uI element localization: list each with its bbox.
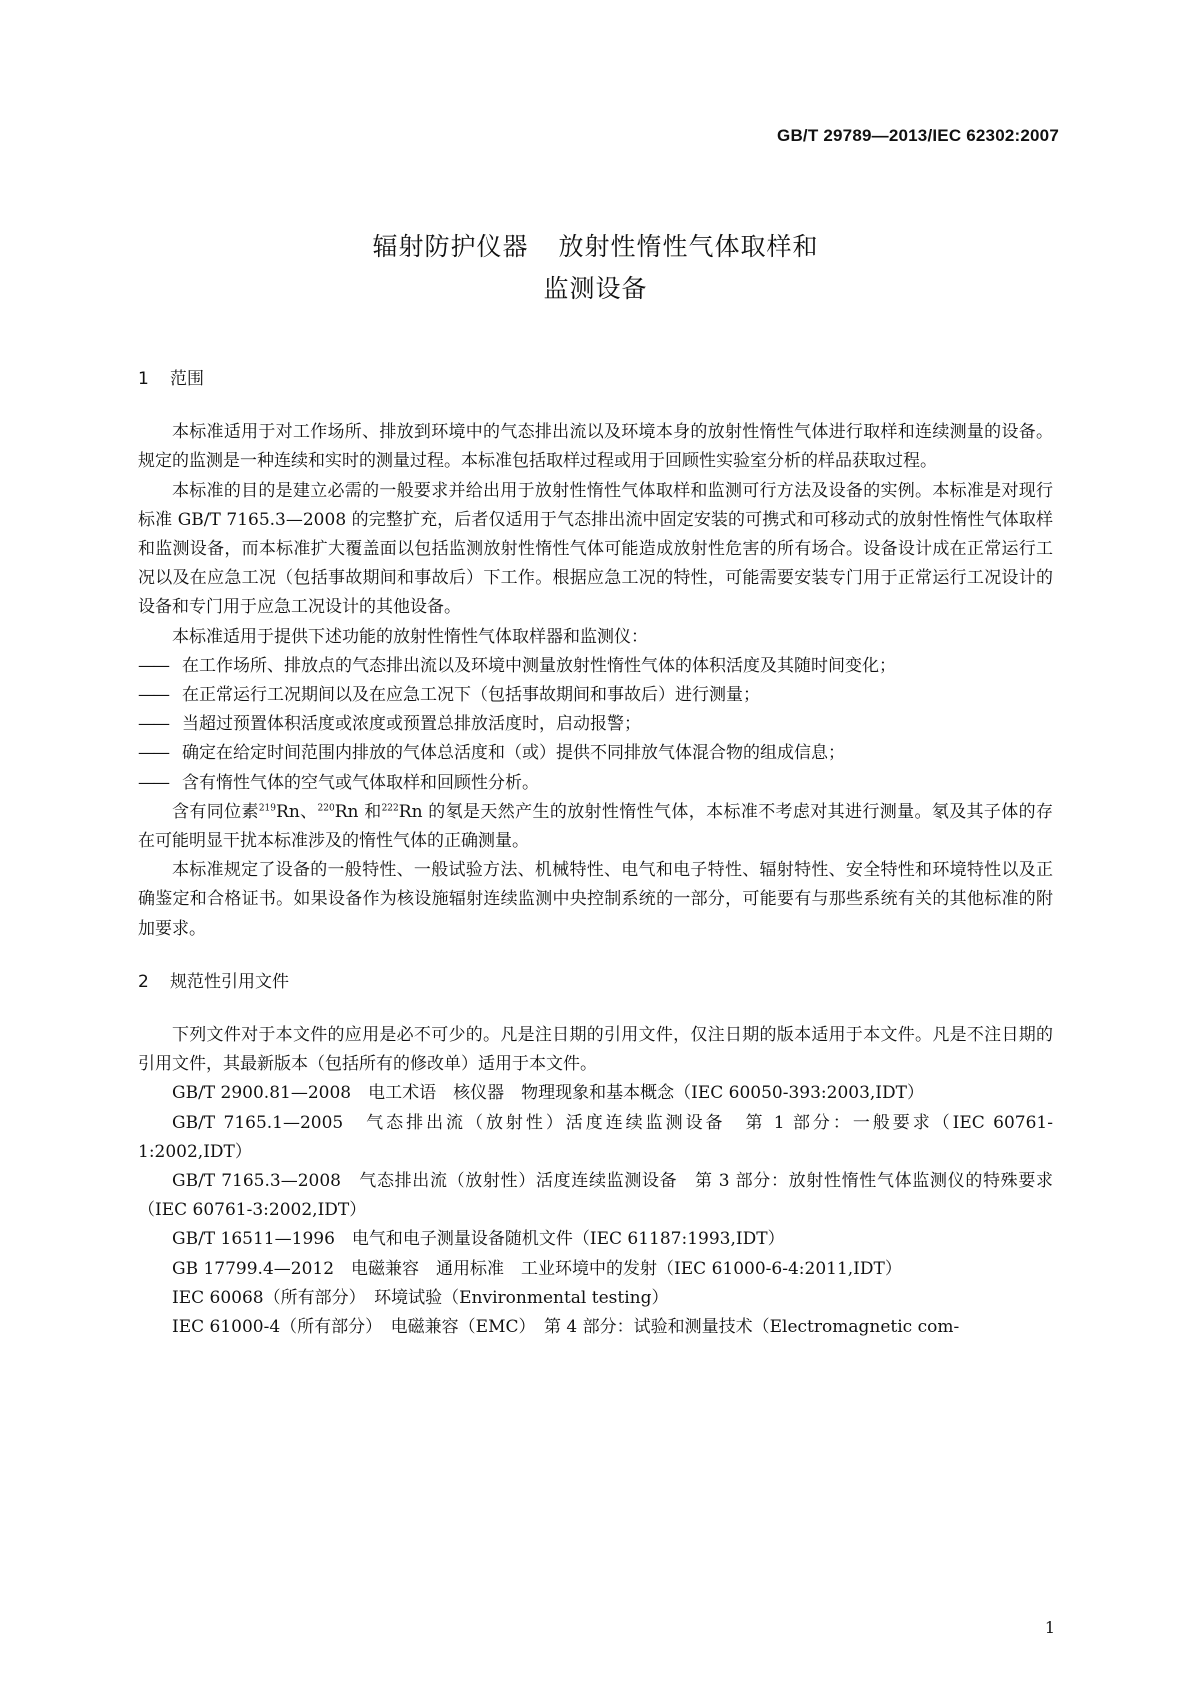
title-line-1: [0, 226, 1191, 268]
scope-paragraph-3: 本标准适用于提供下述功能的放射性惰性气体取样器和监测仪：: [172, 626, 648, 647]
scope-paragraph-1: 本标准适用于对工作场所、排放到环境中的气态排出流以及环境本身的放射性惰性气体进行取样和连续测量的设备。规定的监测是一种连续和实时的测量过程。本标准包括取样过程或用于回顾性实验室分析的样品获取过程。: [138, 422, 1053, 472]
dash-mark: ——: [138, 743, 168, 764]
list-item: —— 确定在给定时间范围内排放的气体总活度和（或）提供不同排放气体混合物的组成信息；: [138, 739, 1053, 768]
section-1-heading: [138, 365, 1053, 394]
list-item: —— 含有惰性气体的空气或气体取样和回顾性分析。: [138, 769, 1053, 798]
section-number: 1: [138, 369, 149, 389]
dash-mark: ——: [138, 714, 168, 735]
dash-mark: ——: [138, 685, 168, 706]
list-item: —— 在正常运行工况期间以及在应急工况下（包括事故期间和事故后）进行测量；: [138, 681, 1053, 710]
list-item: —— 当超过预置体积活度或浓度或预置总排放活度时，启动报警；: [138, 710, 1053, 739]
reference-item: GB 17799.4—2012 电磁兼容 通用标准 工业环境中的发射（IEC 61000-6-4:2011,IDT）: [172, 1258, 902, 1279]
list-item: —— 在工作场所、排放点的气态排出流以及环境中测量放射性惰性气体的体积活度及其随时间变化；: [138, 652, 1053, 681]
title-part-2: 放射性惰性气体取样和: [558, 232, 819, 261]
reference-item: GB/T 16511—1996 电气和电子测量设备随机文件（IEC 61187:1993,IDT）: [172, 1229, 785, 1250]
document-title: [0, 226, 1191, 310]
reference-item: IEC 60068（所有部分） 环境试验（Environmental testing）: [172, 1287, 669, 1308]
section-title: 范围: [170, 369, 204, 389]
title-line-2: 监测设备: [543, 274, 648, 303]
scope-paragraph-2: 本标准的目的是建立必需的一般要求并给出用于放射性惰性气体取样和监测可行方法及设备的实例。本标准是对现行标准 GB/T 7165.3—2008 的完整扩充，后者仅适用于气态排出流中固定安装的可携式和可移动式的放射性惰性气体取样和监测设备，而本标准扩大覆盖面以包括监测放射性惰性气体可能造成放射性危害的所有场合。设备设计成在正常运行工况以及在应急工况（包括事故期间和事故后）下工作。根据应急工况的特性，可能需要安装专门用于正常运行工况设计的设备和专门用于应急工况设计的其他设备。: [138, 480, 1053, 618]
radon-paragraph: 含有同位素$^{219}$Rn、$^{220}$Rn 和$^{222}$Rn 的氡是天然产生的放射性惰性气体，本标准不考虑对其进行测量。氡及其子体的存在可能明显干扰本标准涉及的惰性气体的正确测量。: [138, 801, 1054, 852]
standard-code: GB/T 29789—2013/IEC 62302:2007: [777, 126, 1059, 145]
scope-paragraph-5: 本标准规定了设备的一般特性、一般试验方法、机械特性、电气和电子特性、辐射特性、安全特性和环境特性以及正确鉴定和合格证书。如果设备作为核设施辐射连续监测中央控制系统的一部分，可能要有与那些系统有关的其他标准的附加要求。: [138, 860, 1053, 939]
section-title: 规范性引用文件: [170, 971, 289, 992]
reference-item: IEC 61000-4（所有部分） 电磁兼容（EMC） 第 4 部分：试验和测量技术（Electromagnetic com-: [172, 1317, 960, 1338]
references-intro: 下列文件对于本文件的应用是必不可少的。凡是注日期的引用文件，仅注日期的版本适用于本文件。凡是不注日期的引用文件，其最新版本（包括所有的修改单）适用于本文件。: [138, 1025, 1053, 1075]
page-number: 1: [1044, 1618, 1055, 1637]
section-2-heading: [138, 968, 1053, 997]
dash-mark: ——: [138, 772, 168, 793]
title-part-1: 辐射防护仪器: [372, 232, 529, 261]
section-number: 2: [138, 971, 149, 992]
document-body: [138, 365, 1053, 1342]
reference-item: GB/T 2900.81—2008 电工术语 核仪器 物理现象和基本概念（IEC 60050-393:2003,IDT）: [172, 1083, 924, 1104]
reference-item: GB/T 7165.1—2005 气态排出流（放射性）活度连续监测设备 第 1 部分：一般要求（IEC 60761-1:2002,IDT）: [138, 1112, 1053, 1162]
dash-mark: ——: [138, 655, 168, 676]
reference-item: GB/T 7165.3—2008 气态排出流（放射性）活度连续监测设备 第 3 部分：放射性惰性气体监测仪的特殊要求（IEC 60761-3:2002,IDT）: [138, 1171, 1053, 1221]
